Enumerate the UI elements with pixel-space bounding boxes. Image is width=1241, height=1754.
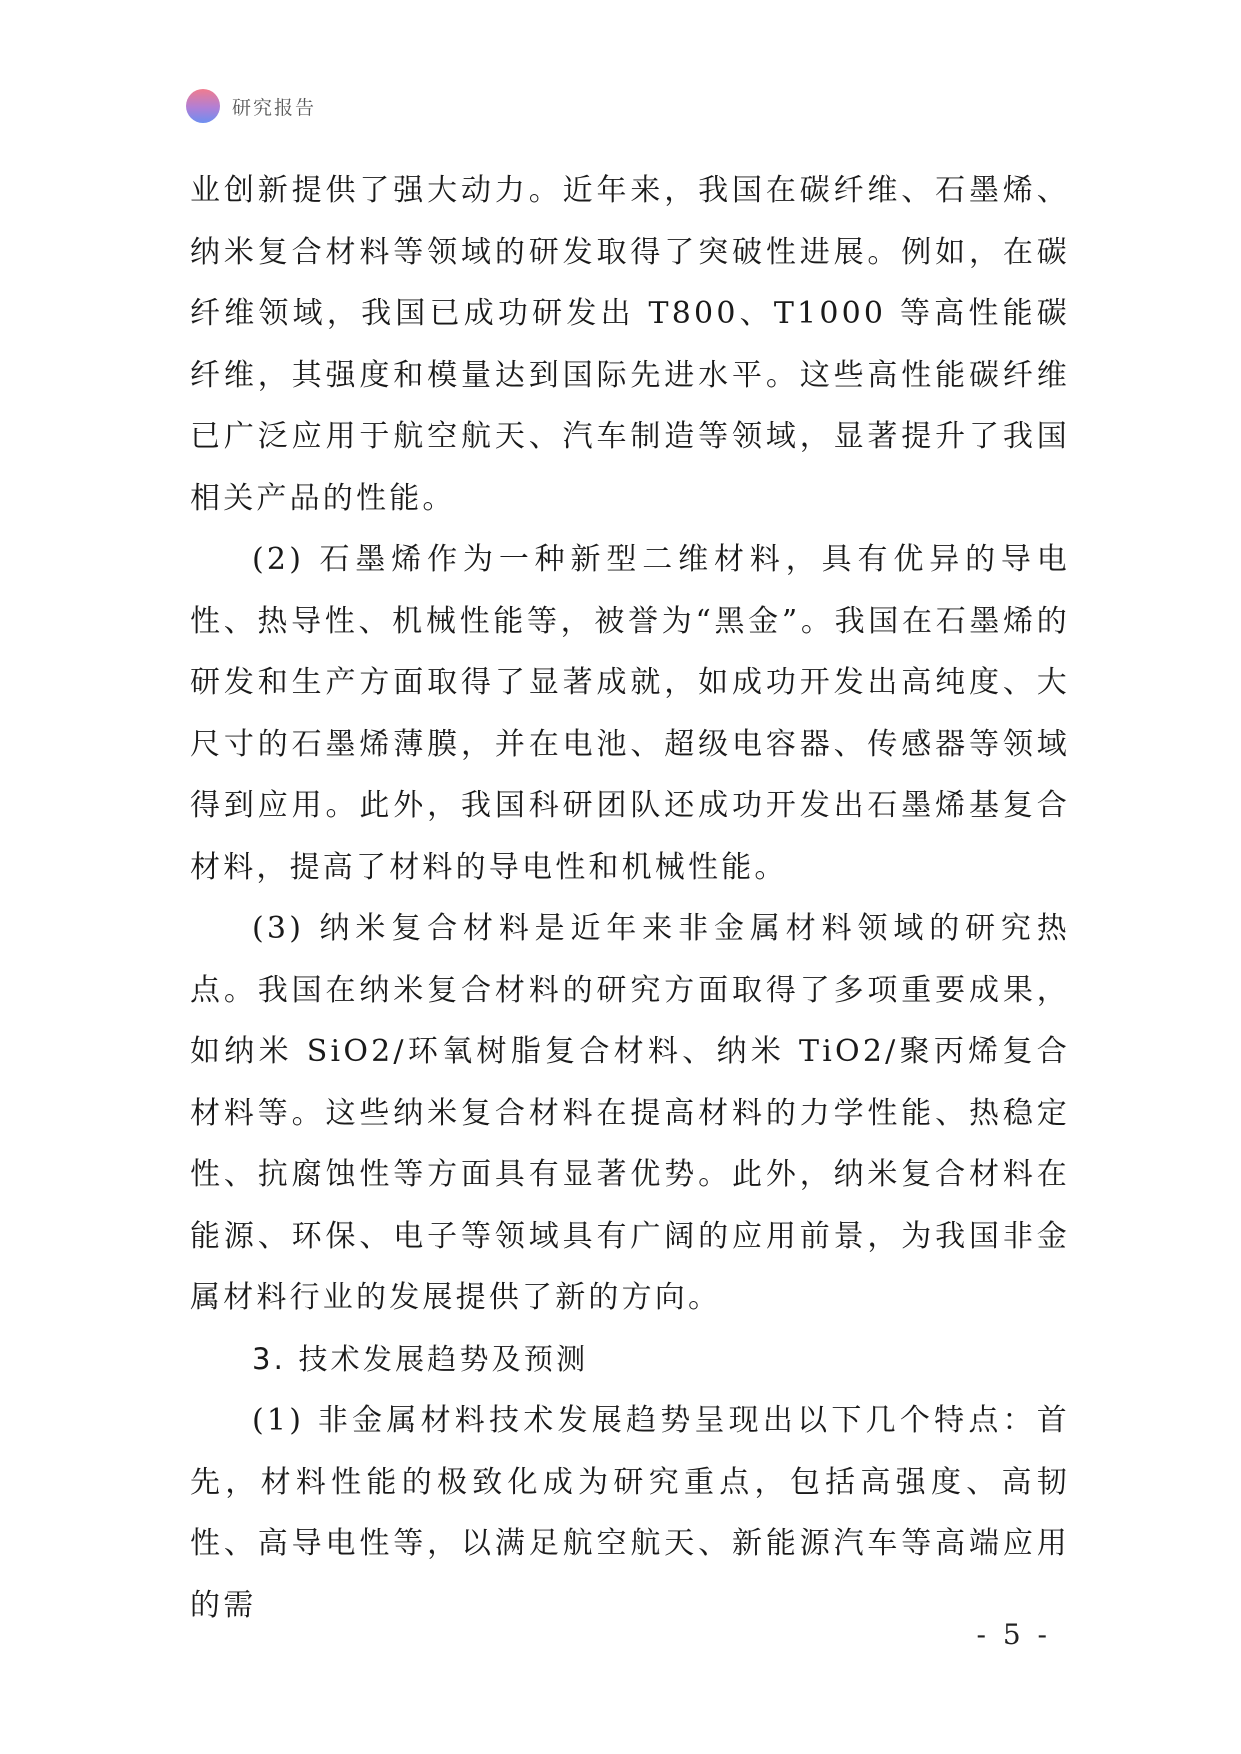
document-body: [190, 160, 1070, 1636]
page-number: - 5 -: [976, 1618, 1051, 1651]
page-header: [186, 88, 316, 124]
section-heading: 3. 技术发展趋势及预测: [252, 1341, 589, 1376]
report-logo-icon: [186, 89, 220, 123]
paragraph-trends: (1) 非金属材料技术发展趋势呈现出以下几个特点：首先，材料性能的极致化成为研究重点，包括高强度、高韧性、高导电性等，以满足航空航天、新能源汽车等高端应用的需: [190, 1403, 1070, 1623]
paragraph-nanocomposite: (3) 纳米复合材料是近年来非金属材料领域的研究热点。我国在纳米复合材料的研究方面取得了多项重要成果，如纳米 SiO2/环氧树脂复合材料、纳米 TiO2/聚丙烯复合材料等。这些纳米复合材料在提高材料的力学性能、热稳定性、抗腐蚀性等方面具有显著优势。此外，纳米复合材料在能源、环保、电子等领域具有广阔的应用前景，为我国非金属材料行业的发展提供了新的方向。: [190, 911, 1070, 1315]
paragraph-graphene: (2) 石墨烯作为一种新型二维材料，具有优异的导电性、热导性、机械性能等，被誉为“黑金”。我国在石墨烯的研发和生产方面取得了显著成就，如成功开发出高纯度、大尺寸的石墨烯薄膜，并在电池、超级电容器、传感器等领域得到应用。此外，我国科研团队还成功开发出石墨烯基复合材料，提高了材料的导电性和机械性能。: [190, 542, 1070, 885]
header-title: 研究报告: [232, 96, 317, 119]
paragraph-carbon-fiber: 业创新提供了强大动力。近年来，我国在碳纤维、石墨烯、纳米复合材料等领域的研发取得了突破性进展。例如，在碳纤维领域，我国已成功研发出 T800、T1000 等高性能碳纤维，其强度和模量达到国际先进水平。这些高性能碳纤维已广泛应用于航空航天、汽车制造等领域，显著提升了我国相关产品的性能。: [190, 173, 1070, 516]
